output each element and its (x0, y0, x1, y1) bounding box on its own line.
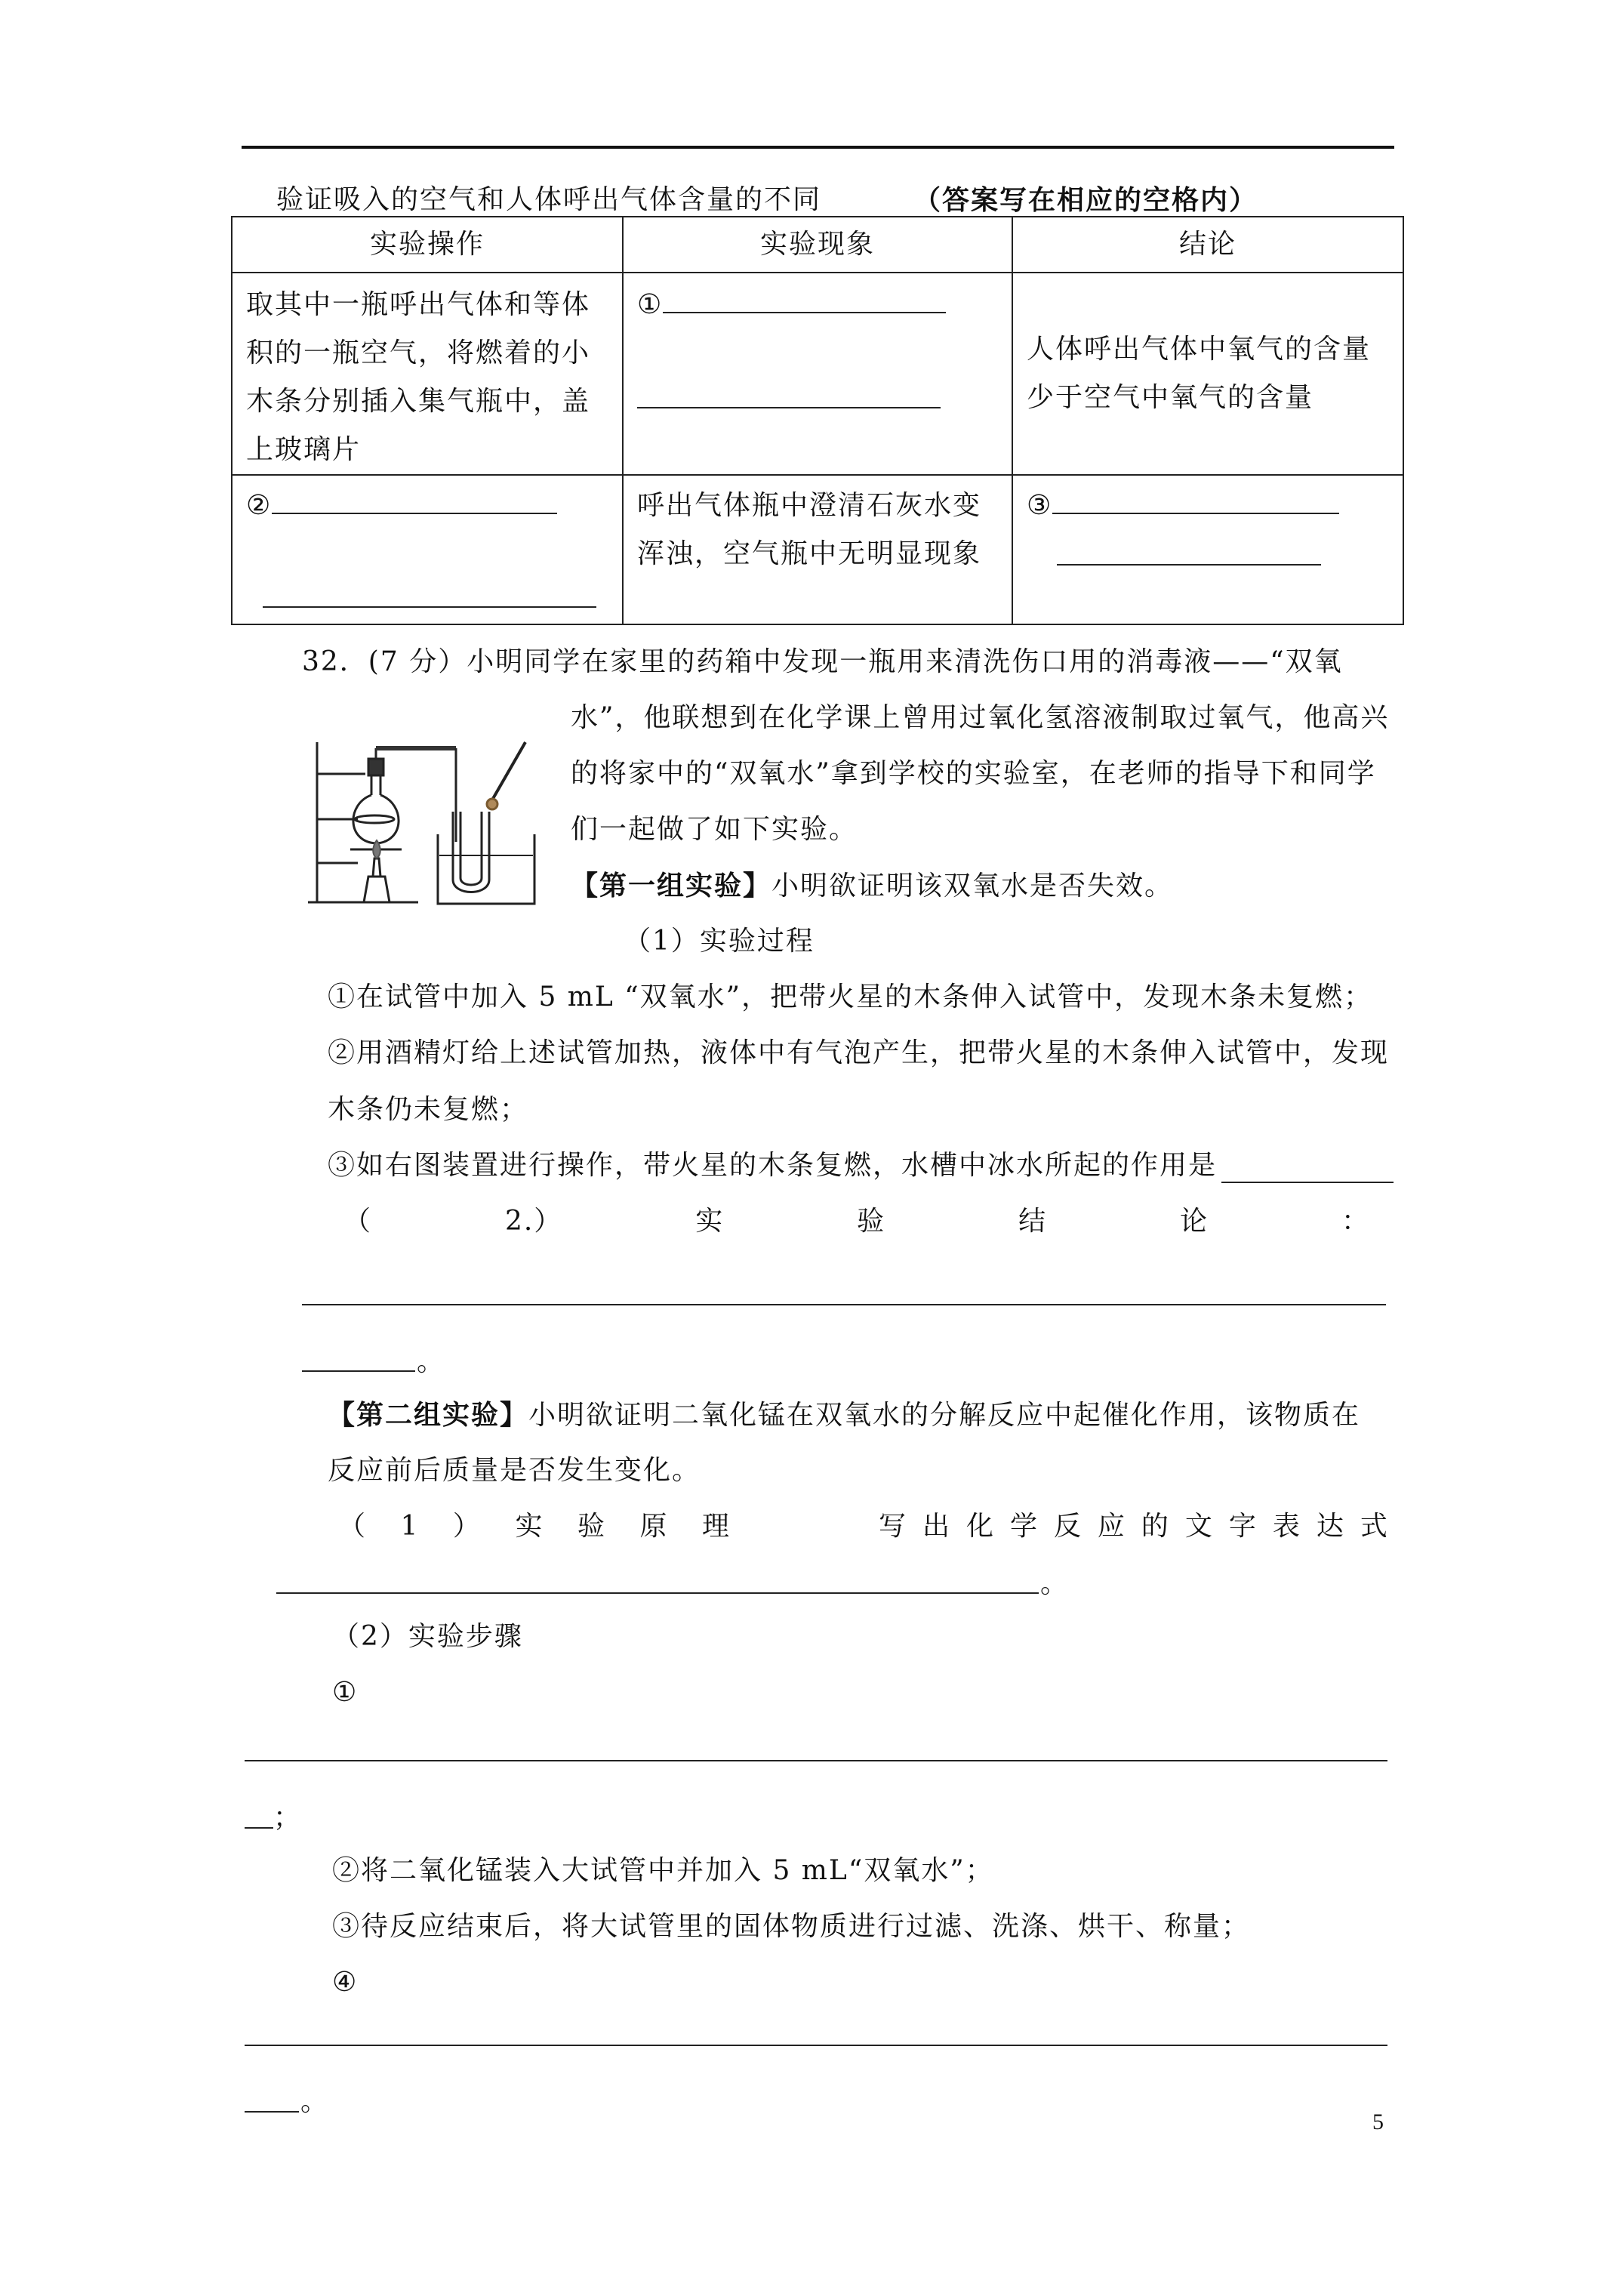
principle-char: 1 (400, 1511, 420, 1542)
write-char: 出 (922, 1511, 951, 1542)
row2-phenomenon: 呼出气体瓶中澄清石灰水变浑浊，空气瓶中无明显现象 (623, 475, 1012, 624)
step3-text: ③如右图装置进行操作，带火星的木条复燃，水槽中冰水所起的作用是 (328, 1150, 1218, 1181)
answer-blank-1a[interactable] (663, 285, 946, 313)
q32-intro-line3: 的将家中的“双氧水”拿到学校的实验室，在老师的指导下和同学 (571, 758, 1376, 789)
group2-text: 小明欲证明二氧化锰在双氧水的分解反应中起催化作用，该物质在 (528, 1400, 1361, 1431)
answer-blank-step1[interactable] (245, 1760, 1387, 1761)
answer-blank-ice-water[interactable] (1221, 1182, 1394, 1183)
write-char: 反 (1053, 1511, 1083, 1542)
row2-operation (232, 475, 623, 624)
answer-blank-conclusion-tail[interactable] (302, 1370, 415, 1372)
step1-text: ①在试管中加入 5 mL “双氧水”，把带火星的木条伸入试管中，发现木条未复燃； (328, 982, 1373, 1012)
conclusion-char: 2.） (504, 1206, 563, 1237)
write-char: 字 (1228, 1511, 1258, 1542)
steps-title: （2）实验步骤 (332, 1621, 523, 1652)
step-marker-4: ④ (332, 1967, 359, 1998)
step3-filter: ③待反应结束后，将大试管里的固体物质进行过滤、洗涤、烘干、称量； (332, 1911, 1251, 1942)
blank-marker-2: ② (246, 490, 273, 521)
write-char: 化 (965, 1511, 995, 1542)
table-row (232, 475, 1403, 624)
answer-blank-2b[interactable] (263, 579, 596, 608)
answer-blank-expression[interactable] (276, 1592, 1039, 1594)
principle-char: ） (452, 1511, 482, 1542)
group2-line1 (328, 1398, 1360, 1432)
process-title: （1）实验过程 (624, 926, 815, 957)
write-char: 表 (1272, 1511, 1301, 1542)
conclusion-char: 实 (695, 1206, 725, 1237)
principle-char: 理 (701, 1511, 731, 1542)
step-marker-1: ① (332, 1677, 359, 1708)
table-caption-note: （答案写在相应的空格内） (913, 184, 1258, 216)
step2-text-cont: 木条仍未复燃； (328, 1094, 529, 1125)
write-char: 应 (1097, 1511, 1126, 1542)
step2-text: ②用酒精灯给上述试管加热，液体中有气泡产生，把带火星的木条伸入试管中，发现 (328, 1037, 1390, 1068)
conclusion-char: 结 (1018, 1206, 1048, 1237)
header-phenomenon: 实验现象 (623, 217, 1012, 273)
answer-blank-step4[interactable] (245, 2045, 1387, 2046)
step2-mno2: ②将二氧化锰装入大试管中并加入 5 mL“双氧水”； (332, 1855, 994, 1886)
page-number: 5 (1372, 2110, 1384, 2134)
apparatus-figure (305, 729, 539, 910)
group2-line2: 反应前后质量是否发生变化。 (328, 1455, 701, 1486)
period-mark: 。 (417, 1346, 446, 1377)
answer-blank-3a[interactable] (1052, 485, 1339, 514)
q32-intro-line2: 水”，他联想到在化学课上曾用过氧化氢溶液制取过氧气，他高兴 (571, 702, 1390, 733)
write-char: 的 (1141, 1511, 1170, 1542)
conclusion-heading (343, 1205, 1370, 1238)
principle-char: 验 (577, 1511, 606, 1542)
write-char: 写 (879, 1511, 908, 1542)
conclusion-char: ： (1341, 1206, 1370, 1237)
group2-title: 【第二组实验】 (328, 1399, 529, 1431)
write-char: 学 (1009, 1511, 1039, 1542)
row1-conclusion: 人体呼出气体中氧气的含量少于空气中氧气的含量 (1012, 273, 1403, 475)
group1-line (571, 869, 1173, 903)
q32-intro-line1: 32．(7 分）小明同学在家里的药箱中发现一瓶用来清洗伤口用的消毒液——“双氧 (302, 646, 1343, 677)
semicolon-mark: ； (273, 1802, 303, 1833)
header-operation: 实验操作 (232, 217, 623, 273)
row1-phenomenon (623, 273, 1012, 475)
row1-operation: 取其中一瓶呼出气体和等体积的一瓶空气，将燃着的小木条分别插入集气瓶中，盖上玻璃片 (232, 273, 623, 475)
period-mark: 。 (1040, 1568, 1070, 1599)
header-conclusion: 结论 (1012, 217, 1403, 273)
blank-marker-3: ③ (1027, 490, 1053, 521)
experiment-table (231, 216, 1404, 625)
group1-title: 【第一组实验】 (571, 870, 772, 901)
table-caption: 验证吸入的空气和人体呼出气体含量的不同 (276, 184, 822, 215)
conclusion-char: （ (343, 1206, 373, 1237)
table-header-row (232, 217, 1403, 273)
answer-blank-step1-tail[interactable] (245, 1827, 273, 1829)
write-expression-heading (879, 1510, 1389, 1543)
row2-conclusion (1012, 475, 1403, 624)
write-char: 式 (1360, 1511, 1389, 1542)
answer-blank-3b[interactable] (1057, 537, 1321, 566)
principle-char: 实 (515, 1511, 544, 1542)
principle-char: 原 (639, 1511, 669, 1542)
answer-blank-2a[interactable] (272, 485, 557, 514)
group1-text: 小明欲证明该双氧水是否失效。 (771, 871, 1174, 901)
table-row (232, 273, 1403, 475)
conclusion-char: 论 (1180, 1206, 1209, 1237)
conclusion-char: 验 (857, 1206, 886, 1237)
period-mark: 。 (300, 2086, 330, 2117)
header-rule (242, 146, 1394, 149)
write-char: 达 (1316, 1511, 1345, 1542)
q32-intro-line4: 们一起做了如下实验。 (571, 814, 858, 845)
answer-blank-1b[interactable] (637, 380, 941, 408)
principle-heading (338, 1510, 731, 1543)
answer-blank-step4-tail[interactable] (245, 2111, 299, 2113)
write-char: 文 (1184, 1511, 1214, 1542)
blank-marker-1: ① (637, 289, 664, 320)
principle-char: （ (338, 1511, 368, 1542)
answer-blank-conclusion[interactable] (302, 1304, 1386, 1305)
